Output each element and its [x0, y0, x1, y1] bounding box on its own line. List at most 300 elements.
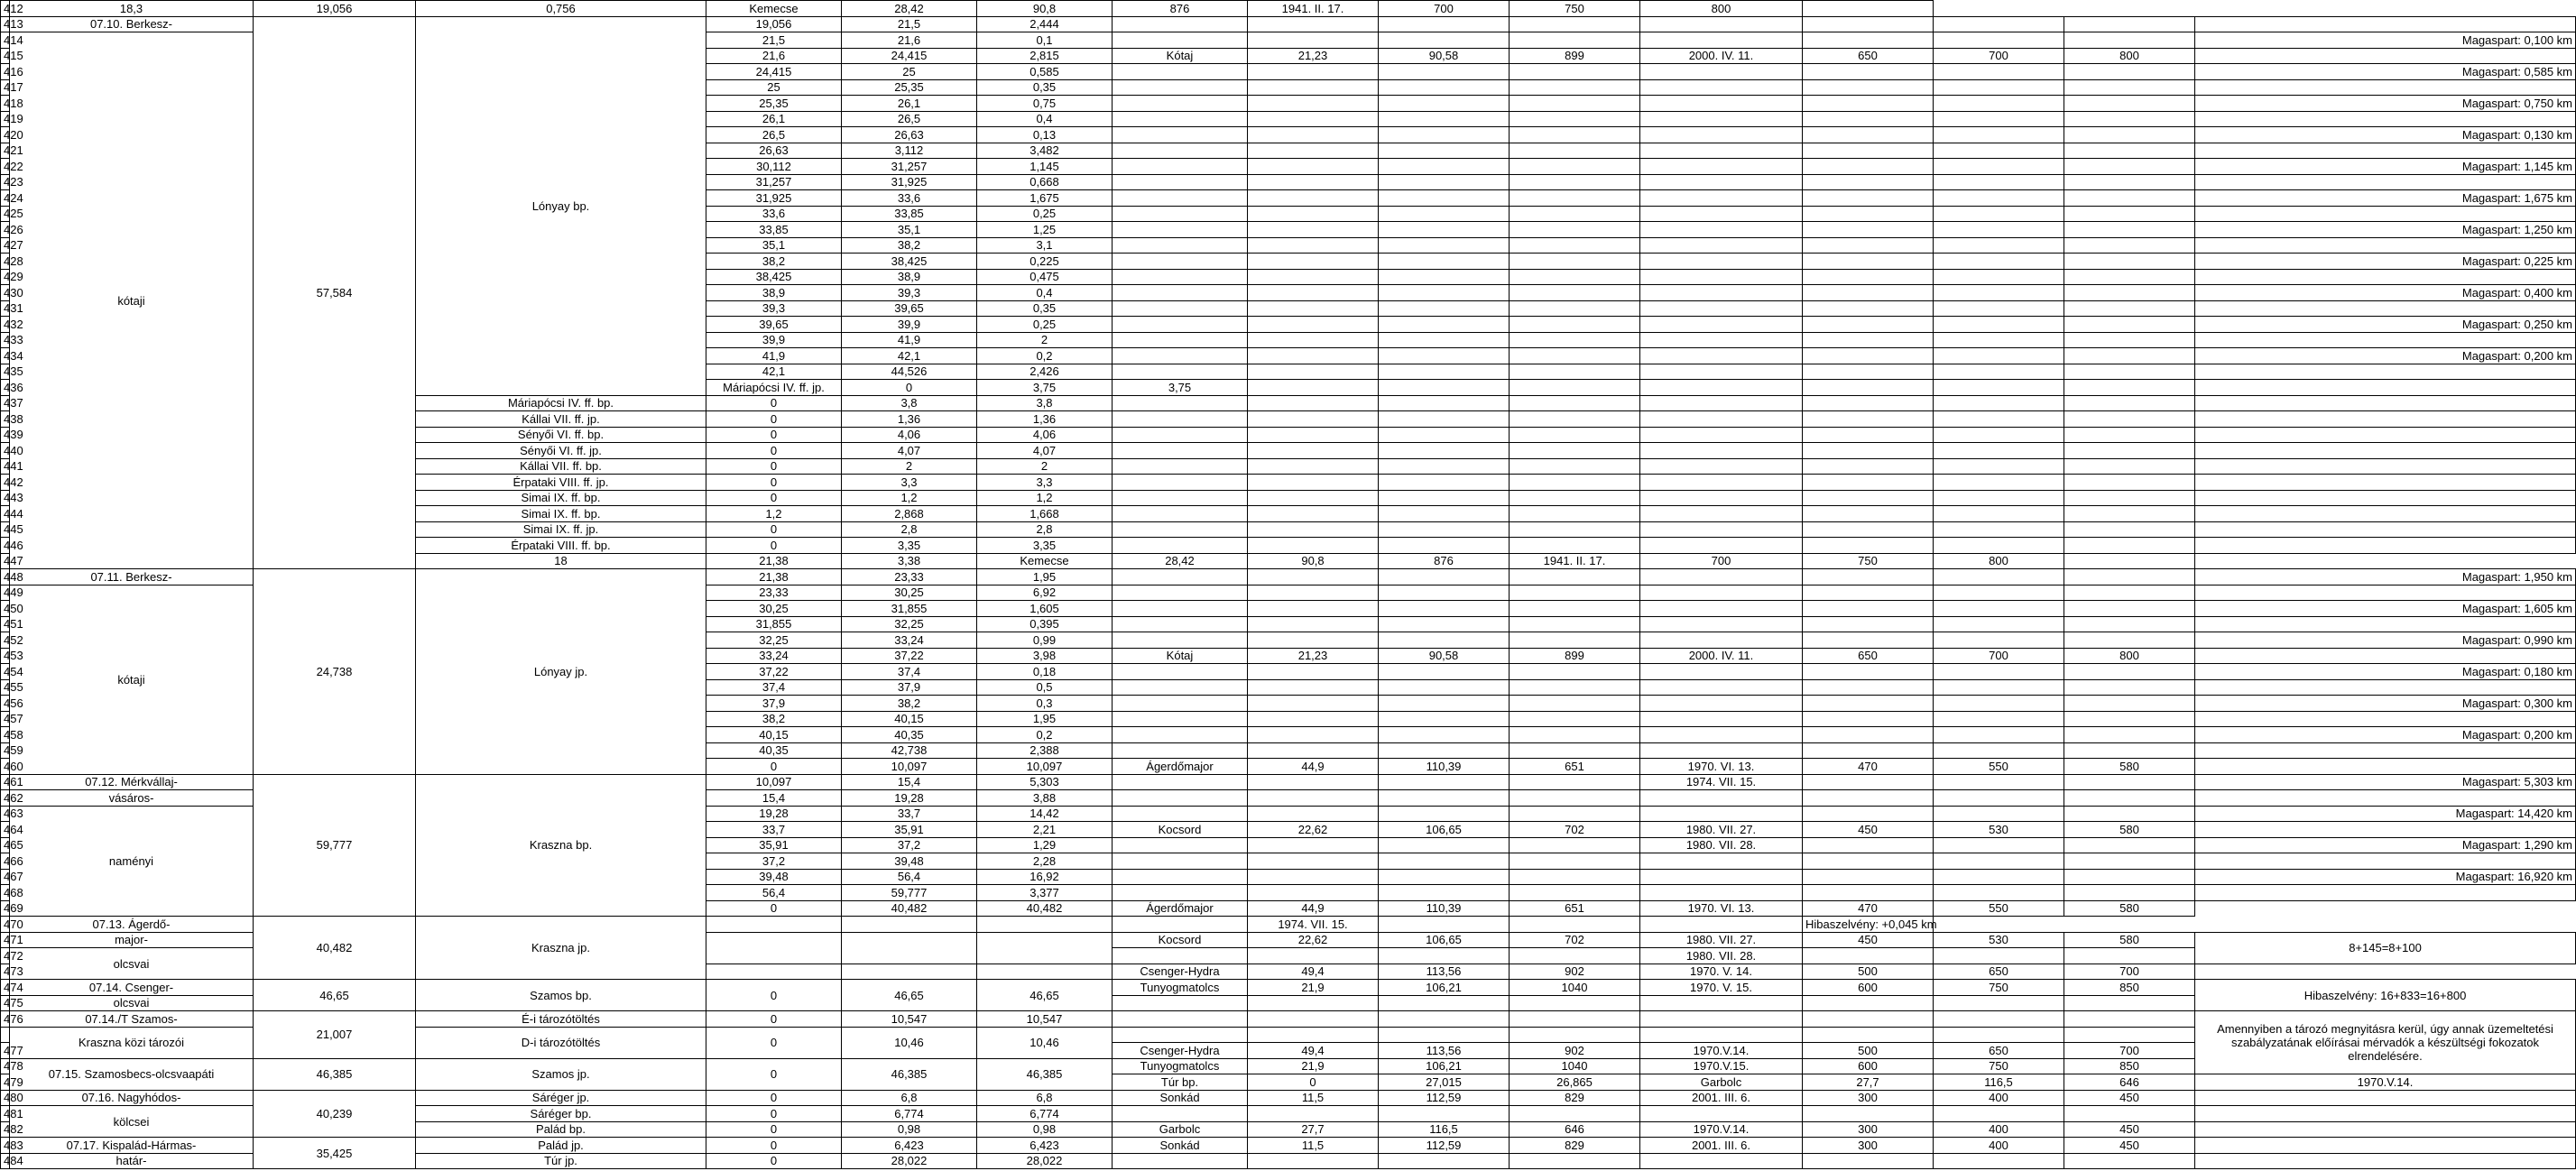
- cell-nulla_pont: [1510, 206, 1640, 222]
- cell-sorszam: 459: [1, 742, 10, 759]
- cell-fok1: [1803, 443, 1934, 459]
- cell-veg_km: 35,1: [842, 222, 977, 238]
- cell-lnv_datum: [1640, 254, 1803, 270]
- cell-nulla_pont: [1510, 1011, 1640, 1028]
- cell-szakasz_km: 0,1: [977, 32, 1113, 49]
- cell-vizmerce_fkm: [1248, 237, 1379, 254]
- cell-fok2: [1934, 111, 2064, 127]
- cell-nulla_pont: [1510, 853, 1640, 870]
- cell-lnv: [1379, 1011, 1510, 1028]
- cell-kezdo_km: 24,415: [706, 64, 842, 80]
- cell-vizmerce: [1113, 806, 1248, 822]
- cell-nulla_pont: [1510, 837, 1640, 853]
- cell-sorszam: 416: [1, 64, 10, 80]
- cell-fok1: 650: [1803, 48, 1934, 64]
- grid-body: [1, 1, 2576, 1169]
- cell-kezdo_km: 30,25: [706, 601, 842, 617]
- cell-vizmerce_fkm: [1248, 1153, 1379, 1169]
- cell-lnv_datum: [1640, 332, 1803, 348]
- cell-szakasz: 07.17. Kispalád-Hármas-: [10, 1138, 254, 1154]
- cell-lnv_datum: 1970.V.14.: [2195, 1074, 2576, 1091]
- cell-vizmerce_fkm: [1248, 159, 1379, 175]
- cell-lnv_datum: 1974. VII. 15.: [1248, 917, 1379, 933]
- cell-sorszam: 458: [1, 727, 10, 743]
- cell-fok2: [1934, 853, 2064, 870]
- cell-szakasz_km: 0,13: [977, 127, 1113, 143]
- cell-fok1: [1803, 696, 1934, 712]
- cell-vizmerce_fkm: [1248, 190, 1379, 207]
- cell-hossz: 46,385: [254, 1058, 416, 1090]
- cell-fok3: [2064, 995, 2195, 1011]
- cell-kezdo_km: 18,3: [10, 1, 254, 17]
- cell-sorszam: 480: [1, 1090, 10, 1106]
- cell-szakasz_km: 3,8: [977, 395, 1113, 411]
- cell-sorszam: 476: [1, 1011, 10, 1028]
- cell-vedvonal: Sáréger bp.: [416, 1106, 706, 1122]
- cell-nulla_pont: [1510, 616, 1640, 632]
- cell-fok1: 500: [1803, 964, 1934, 980]
- cell-vizmerce: Kemecse: [977, 553, 1113, 569]
- cell-fok2: [1934, 16, 2064, 32]
- cell-vizmerce: [1113, 96, 1248, 112]
- cell-lnv_datum: [1640, 285, 1803, 301]
- cell-lnv_datum: [1640, 1011, 1803, 1028]
- cell-veg_km: 24,415: [842, 48, 977, 64]
- cell-vizmerce: [1113, 32, 1248, 49]
- cell-veg_km: 42,738: [842, 742, 977, 759]
- cell-veg_km: 25: [842, 64, 977, 80]
- cell-sorszam: 430: [1, 285, 10, 301]
- cell-lnv_datum: 2001. III. 6.: [1640, 1138, 1803, 1154]
- cell-nulla_pont: [1510, 569, 1640, 586]
- cell-lnv: [1379, 601, 1510, 617]
- cell-sorszam: 479: [1, 1074, 10, 1091]
- cell-kezdo_km: 15,4: [706, 790, 842, 807]
- cell-nulla_pont: [1510, 521, 1640, 538]
- cell-szakasz_km: 0,18: [977, 664, 1113, 680]
- cell-lnv: [977, 917, 1113, 933]
- cell-vizmerce_fkm: [1248, 222, 1379, 238]
- cell-szakasz_km: 2: [977, 458, 1113, 475]
- cell-sorszam: 482: [1, 1121, 10, 1138]
- cell-szakasz_km: 1,95: [977, 711, 1113, 727]
- cell-fok2: [1934, 790, 2064, 807]
- cell-lnv_datum: [1640, 1153, 1803, 1169]
- cell-vizmerce: [1113, 206, 1248, 222]
- cell-fok2: 750: [1803, 553, 1934, 569]
- cell-lnv_datum: 1980. VII. 28.: [1640, 948, 1803, 964]
- cell-lnv_datum: [1640, 127, 1803, 143]
- cell-fok1: [1803, 111, 1934, 127]
- cell-lnv: 90,8: [977, 1, 1113, 17]
- cell-szakasz: 07.13. Ágerdő-: [10, 917, 254, 933]
- cell-vizmerce_fkm: [1248, 111, 1379, 127]
- cell-veg_km: 40,35: [842, 727, 977, 743]
- cell-szakasz_km: 2,444: [977, 16, 1113, 32]
- cell-nulla_pont: [1510, 222, 1640, 238]
- cell-vizmerce: [1113, 538, 1248, 554]
- cell-nulla_pont: [1510, 458, 1640, 475]
- cell-lnv_datum: [1640, 32, 1803, 49]
- cell-sorszam: 450: [1, 601, 10, 617]
- cell-fok2: [1934, 348, 2064, 364]
- cell-nulla_pont: [1510, 269, 1640, 285]
- cell-fok3: [2064, 790, 2195, 807]
- cell-vedvonal: Simai IX. ff. bp.: [416, 490, 706, 506]
- cell-szakasz_km: 6,92: [977, 585, 1113, 601]
- cell-szakasz_km: 1,95: [977, 569, 1113, 586]
- cell-fok2: [1934, 569, 2064, 586]
- cell-kezdo_km: 0: [706, 1011, 842, 1028]
- cell-szakasz_km: 40,482: [977, 900, 1113, 917]
- cell-vizmerce: [1113, 64, 1248, 80]
- cell-fok3: [2064, 111, 2195, 127]
- cell-lnv: [1379, 948, 1510, 964]
- cell-lnv: [1379, 96, 1510, 112]
- cell-lnv: 106,21: [1379, 980, 1510, 996]
- cell-lnv_datum: [1640, 411, 1803, 428]
- cell-fok2: [1934, 1153, 2064, 1169]
- cell-nulla_pont: [1510, 585, 1640, 601]
- cell-fok2: [1934, 995, 2064, 1011]
- cell-vizmerce_fkm: [1248, 458, 1379, 475]
- cell-fok1: [1803, 32, 1934, 49]
- cell-nulla_pont: [1510, 774, 1640, 790]
- cell-szakasz: 07.14. Csenger-: [10, 980, 254, 996]
- cell-vizmerce: [1113, 711, 1248, 727]
- cell-megjegyzes: Hibaszelvény: 16+833=16+800: [2195, 980, 2576, 1011]
- cell-fok3: [2064, 806, 2195, 822]
- cell-lnv: 116,5: [1934, 1074, 2064, 1091]
- cell-megjegyzes: Magaspart: 0,225 km: [2195, 254, 2576, 270]
- cell-veg_km: 33,85: [842, 206, 977, 222]
- cell-sorszam: 448: [1, 569, 10, 586]
- cell-nulla_pont: [1510, 159, 1640, 175]
- cell-lnv_datum: 1970.V.14.: [1640, 1121, 1803, 1138]
- cell-kezdo_km: 42,1: [706, 364, 842, 380]
- cell-szakasz_km: 0,668: [977, 174, 1113, 190]
- table-row: [1, 1011, 2576, 1028]
- cell-kezdo_km: 56,4: [706, 885, 842, 901]
- cell-kezdo_km: 0: [706, 759, 842, 775]
- cell-szakasz_km: 3,35: [977, 538, 1113, 554]
- cell-fok3: 580: [2064, 900, 2195, 917]
- cell-sorszam: 421: [1, 143, 10, 159]
- cell-vizmerce: [1113, 1011, 1248, 1028]
- cell-vizmerce_fkm: [1248, 664, 1379, 680]
- cell-megjegyzes: [2195, 458, 2576, 475]
- cell-szakasz_km: 2,28: [977, 853, 1113, 870]
- cell-fok2: [1934, 711, 2064, 727]
- cell-vizmerce_fkm: [1248, 254, 1379, 270]
- cell-lnv: [1379, 206, 1510, 222]
- cell-fok1: [1803, 506, 1934, 522]
- cell-sorszam: 468: [1, 885, 10, 901]
- cell-fok1: 470: [1803, 900, 1934, 917]
- cell-vizmerce_fkm: [1248, 632, 1379, 649]
- cell-lnv: [1379, 300, 1510, 317]
- cell-fok3: 850: [2064, 1058, 2195, 1074]
- cell-lnv_datum: [1640, 348, 1803, 364]
- cell-vizmerce_fkm: [1248, 96, 1379, 112]
- cell-megjegyzes: [2195, 521, 2576, 538]
- cell-fok2: [1934, 300, 2064, 317]
- cell-lnv: [1379, 222, 1510, 238]
- cell-lnv_datum: [1640, 742, 1803, 759]
- cell-szakasz_km: 2,21: [977, 822, 1113, 838]
- cell-vizmerce: Ágerdőmajor: [1113, 759, 1248, 775]
- cell-nulla_pont: [1510, 190, 1640, 207]
- cell-veg_km: 6,774: [842, 1106, 977, 1122]
- cell-fok2: [1934, 601, 2064, 617]
- cell-sorszam: 447: [1, 553, 10, 569]
- cell-sorszam: 454: [1, 664, 10, 680]
- cell-sorszam: 460: [1, 759, 10, 775]
- cell-fok2: [1934, 96, 2064, 112]
- cell-fok1: [1803, 348, 1934, 364]
- cell-fok3: [2064, 159, 2195, 175]
- cell-fok3: 450: [2064, 1138, 2195, 1154]
- cell-kezdo_km: 21,5: [706, 32, 842, 49]
- cell-lnv_datum: [1640, 490, 1803, 506]
- cell-veg_km: 33,24: [842, 632, 977, 649]
- cell-fok1: [1803, 222, 1934, 238]
- cell-veg_km: 1,36: [842, 411, 977, 428]
- cell-fok1: [1803, 317, 1934, 333]
- cell-vizmerce_fkm: 44,9: [1248, 759, 1379, 775]
- cell-fok1: 700: [1640, 553, 1803, 569]
- cell-szakasz_km: 3,75: [1113, 380, 1248, 396]
- cell-kezdo_km: 30,112: [706, 159, 842, 175]
- cell-vizmerce: [1113, 995, 1248, 1011]
- cell-szakasz: határ-: [10, 1153, 254, 1169]
- cell-vizmerce: [1113, 948, 1248, 964]
- cell-vizmerce_fkm: [1248, 616, 1379, 632]
- cell-fok2: [1934, 490, 2064, 506]
- cell-lnv: [1510, 380, 1640, 396]
- cell-fok2: [1934, 206, 2064, 222]
- cell-fok1: 600: [1803, 980, 1934, 996]
- cell-nulla_pont: [1510, 64, 1640, 80]
- cell-fok1: [1803, 727, 1934, 743]
- cell-fok2: [1934, 411, 2064, 428]
- cell-lnv: 106,21: [1379, 1058, 1510, 1074]
- cell-vizmerce_fkm: 22,62: [1248, 932, 1379, 948]
- cell-szakasz_km: 0,35: [977, 300, 1113, 317]
- cell-megjegyzes: Magaspart: 0,750 km: [2195, 96, 2576, 112]
- cell-vizmerce_fkm: 49,4: [1248, 1043, 1379, 1059]
- cell-veg_km: 3,75: [977, 380, 1113, 396]
- cell-fok3: 580: [2064, 932, 2195, 948]
- cell-szakasz_km: 6,8: [977, 1090, 1113, 1106]
- cell-vizmerce_fkm: [1248, 285, 1379, 301]
- cell-szakasz: 07.10. Berkesz-: [10, 16, 254, 32]
- cell-kezdo_km: 0: [706, 980, 842, 1011]
- cell-vedvonal: Palád bp.: [416, 1121, 706, 1138]
- cell-sorszam: 434: [1, 348, 10, 364]
- cell-vedvonal: Sényői VI. ff. jp.: [416, 443, 706, 459]
- cell-fok2: [1934, 127, 2064, 143]
- cell-fok1: [1379, 917, 1510, 933]
- cell-veg_km: 41,9: [842, 332, 977, 348]
- cell-nulla_pont: [1510, 364, 1640, 380]
- cell-nulla_pont: 1040: [1510, 980, 1640, 996]
- cell-fok1: [1803, 837, 1934, 853]
- cell-sorszam: 437: [1, 395, 10, 411]
- cell-fok2: [1934, 395, 2064, 411]
- cell-fok3: [2064, 254, 2195, 270]
- cell-vizmerce_fkm: [1248, 869, 1379, 885]
- cell-vizmerce_fkm: [1248, 853, 1379, 870]
- cell-szakasz_km: 1,2: [977, 490, 1113, 506]
- cell-vizmerce_fkm: [1248, 300, 1379, 317]
- cell-lnv: [1379, 774, 1510, 790]
- cell-kezdo_km: 41,9: [706, 348, 842, 364]
- cell-sorszam: 418: [1, 96, 10, 112]
- cell-veg_km: 38,9: [842, 269, 977, 285]
- cell-fok3: [2064, 696, 2195, 712]
- cell-sorszam: 429: [1, 269, 10, 285]
- cell-vizmerce: Kocsord: [1113, 822, 1248, 838]
- cell-szakasz_km: 0,25: [977, 206, 1113, 222]
- cell-szakasz_km: 3,38: [842, 553, 977, 569]
- cell-nulla_pont: [1510, 601, 1640, 617]
- cell-fok1: [1803, 664, 1934, 680]
- cell-vizmerce_fkm: [1248, 1011, 1379, 1028]
- table-row: [1, 980, 2576, 996]
- cell-fok1: [1803, 490, 1934, 506]
- cell-megjegyzes: Magaspart: 0,300 km: [2195, 696, 2576, 712]
- cell-szakasz_km: [977, 964, 1113, 980]
- cell-vizmerce: Garbolc: [1640, 1074, 1803, 1091]
- cell-sorszam: 464: [1, 822, 10, 838]
- cell-vizmerce_fkm: [1248, 806, 1379, 822]
- cell-megjegyzes: [2195, 742, 2576, 759]
- cell-sorszam: 442: [1, 475, 10, 491]
- cell-lnv_datum: [1640, 16, 1803, 32]
- cell-vizmerce_fkm: 11,5: [1248, 1138, 1379, 1154]
- cell-nulla_pont: [1510, 317, 1640, 333]
- cell-fok3: 800: [2064, 648, 2195, 664]
- cell-fok2: [1934, 727, 2064, 743]
- cell-megjegyzes: [2195, 48, 2576, 64]
- cell-sorszam: 423: [1, 174, 10, 190]
- cell-vizmerce_fkm: [1248, 317, 1379, 333]
- cell-vizmerce_fkm: [1248, 696, 1379, 712]
- cell-lnv_datum: [1640, 790, 1803, 807]
- cell-fok3: [2064, 317, 2195, 333]
- cell-veg_km: 32,25: [842, 616, 977, 632]
- cell-vedvonal: Érpataki VIII. ff. jp.: [416, 475, 706, 491]
- cell-megjegyzes: Magaspart: 1,290 km: [2195, 837, 2576, 853]
- cell-vizmerce: [1113, 616, 1248, 632]
- cell-sorszam: 462: [1, 790, 10, 807]
- cell-sorszam: 449: [1, 585, 10, 601]
- cell-megjegyzes: [2195, 1090, 2576, 1106]
- cell-vizmerce_fkm: 44,9: [1248, 900, 1379, 917]
- cell-fok1: [1803, 458, 1934, 475]
- cell-lnv_datum: [1640, 443, 1803, 459]
- cell-vizmerce_fkm: [1248, 427, 1379, 443]
- cell-megjegyzes: [2195, 538, 2576, 554]
- cell-vizmerce: [1113, 1106, 1248, 1122]
- cell-lnv_datum: [1640, 143, 1803, 159]
- cell-lnv: [1379, 853, 1510, 870]
- cell-fok3: [2064, 16, 2195, 32]
- cell-vedvonal: É-i tározótöltés: [416, 1011, 706, 1028]
- cell-vizmerce_fkm: [1248, 585, 1379, 601]
- cell-fok3: 580: [2064, 759, 2195, 775]
- cell-fok3: [2064, 1106, 2195, 1122]
- cell-fok3: 700: [2064, 1043, 2195, 1059]
- cell-fok3: [2064, 285, 2195, 301]
- cell-veg_km: 2,868: [842, 506, 977, 522]
- cell-lnv: 112,59: [1379, 1138, 1510, 1154]
- cell-megjegyzes: Magaspart: 14,420 km: [2195, 806, 2576, 822]
- cell-nulla_pont: [1510, 632, 1640, 649]
- cell-lnv_datum: 1970. VI. 13.: [1640, 759, 1803, 775]
- cell-lnv_datum: 1980. VII. 28.: [1640, 837, 1803, 853]
- cell-fok1: [1803, 869, 1934, 885]
- cell-lnv_datum: [1640, 364, 1803, 380]
- cell-lnv_datum: 1970.V.14.: [1640, 1043, 1803, 1059]
- cell-fok3: [2064, 679, 2195, 696]
- cell-vizmerce_fkm: [1248, 411, 1379, 428]
- cell-sorszam: 456: [1, 696, 10, 712]
- cell-fok3: [2064, 174, 2195, 190]
- cell-kezdo_km: 19,28: [706, 806, 842, 822]
- table-row: [1, 1138, 2576, 1154]
- cell-lnv: [1379, 869, 1510, 885]
- cell-vizmerce: [1113, 727, 1248, 743]
- cell-fok2: [1934, 190, 2064, 207]
- cell-szakasz: kótaji: [10, 585, 254, 774]
- cell-sorszam: 470: [1, 917, 10, 933]
- cell-lnv: [1379, 190, 1510, 207]
- cell-vizmerce_fkm: [1248, 206, 1379, 222]
- cell-sorszam: 478: [1, 1058, 10, 1074]
- cell-vizmerce: [1113, 853, 1248, 870]
- cell-lnv: [1379, 32, 1510, 49]
- cell-nulla_pont: [1510, 127, 1640, 143]
- table-row: [1, 569, 2576, 586]
- cell-fok3: 800: [1934, 553, 2064, 569]
- cell-megjegyzes: Magaspart: 0,180 km: [2195, 664, 2576, 680]
- cell-lnv_datum: [1640, 696, 1803, 712]
- cell-veg_km: 38,2: [842, 696, 977, 712]
- cell-fok3: [2064, 300, 2195, 317]
- cell-vizmerce: [1113, 285, 1248, 301]
- cell-nulla_pont: [1510, 427, 1640, 443]
- cell-szakasz_km: 2,815: [977, 48, 1113, 64]
- cell-vizmerce_fkm: 21,23: [1248, 648, 1379, 664]
- cell-nulla_pont: [1510, 111, 1640, 127]
- cell-vedvonal: Túr jp.: [416, 1153, 706, 1169]
- cell-sorszam: 483: [1, 1138, 10, 1154]
- cell-vizmerce_fkm: [1248, 521, 1379, 538]
- cell-lnv: [1379, 364, 1510, 380]
- cell-fok3: [1640, 917, 1803, 933]
- cell-szakasz_km: 2,8: [977, 521, 1113, 538]
- cell-szakasz: olcsvai: [10, 948, 254, 980]
- cell-megjegyzes: [2195, 16, 2576, 32]
- cell-vizmerce_fkm: [1248, 174, 1379, 190]
- cell-fok1: [1803, 79, 1934, 96]
- cell-fok2: [1934, 869, 2064, 885]
- cell-lnv_datum: [1640, 206, 1803, 222]
- cell-kezdo_km: 37,2: [706, 853, 842, 870]
- cell-fok2: [1934, 696, 2064, 712]
